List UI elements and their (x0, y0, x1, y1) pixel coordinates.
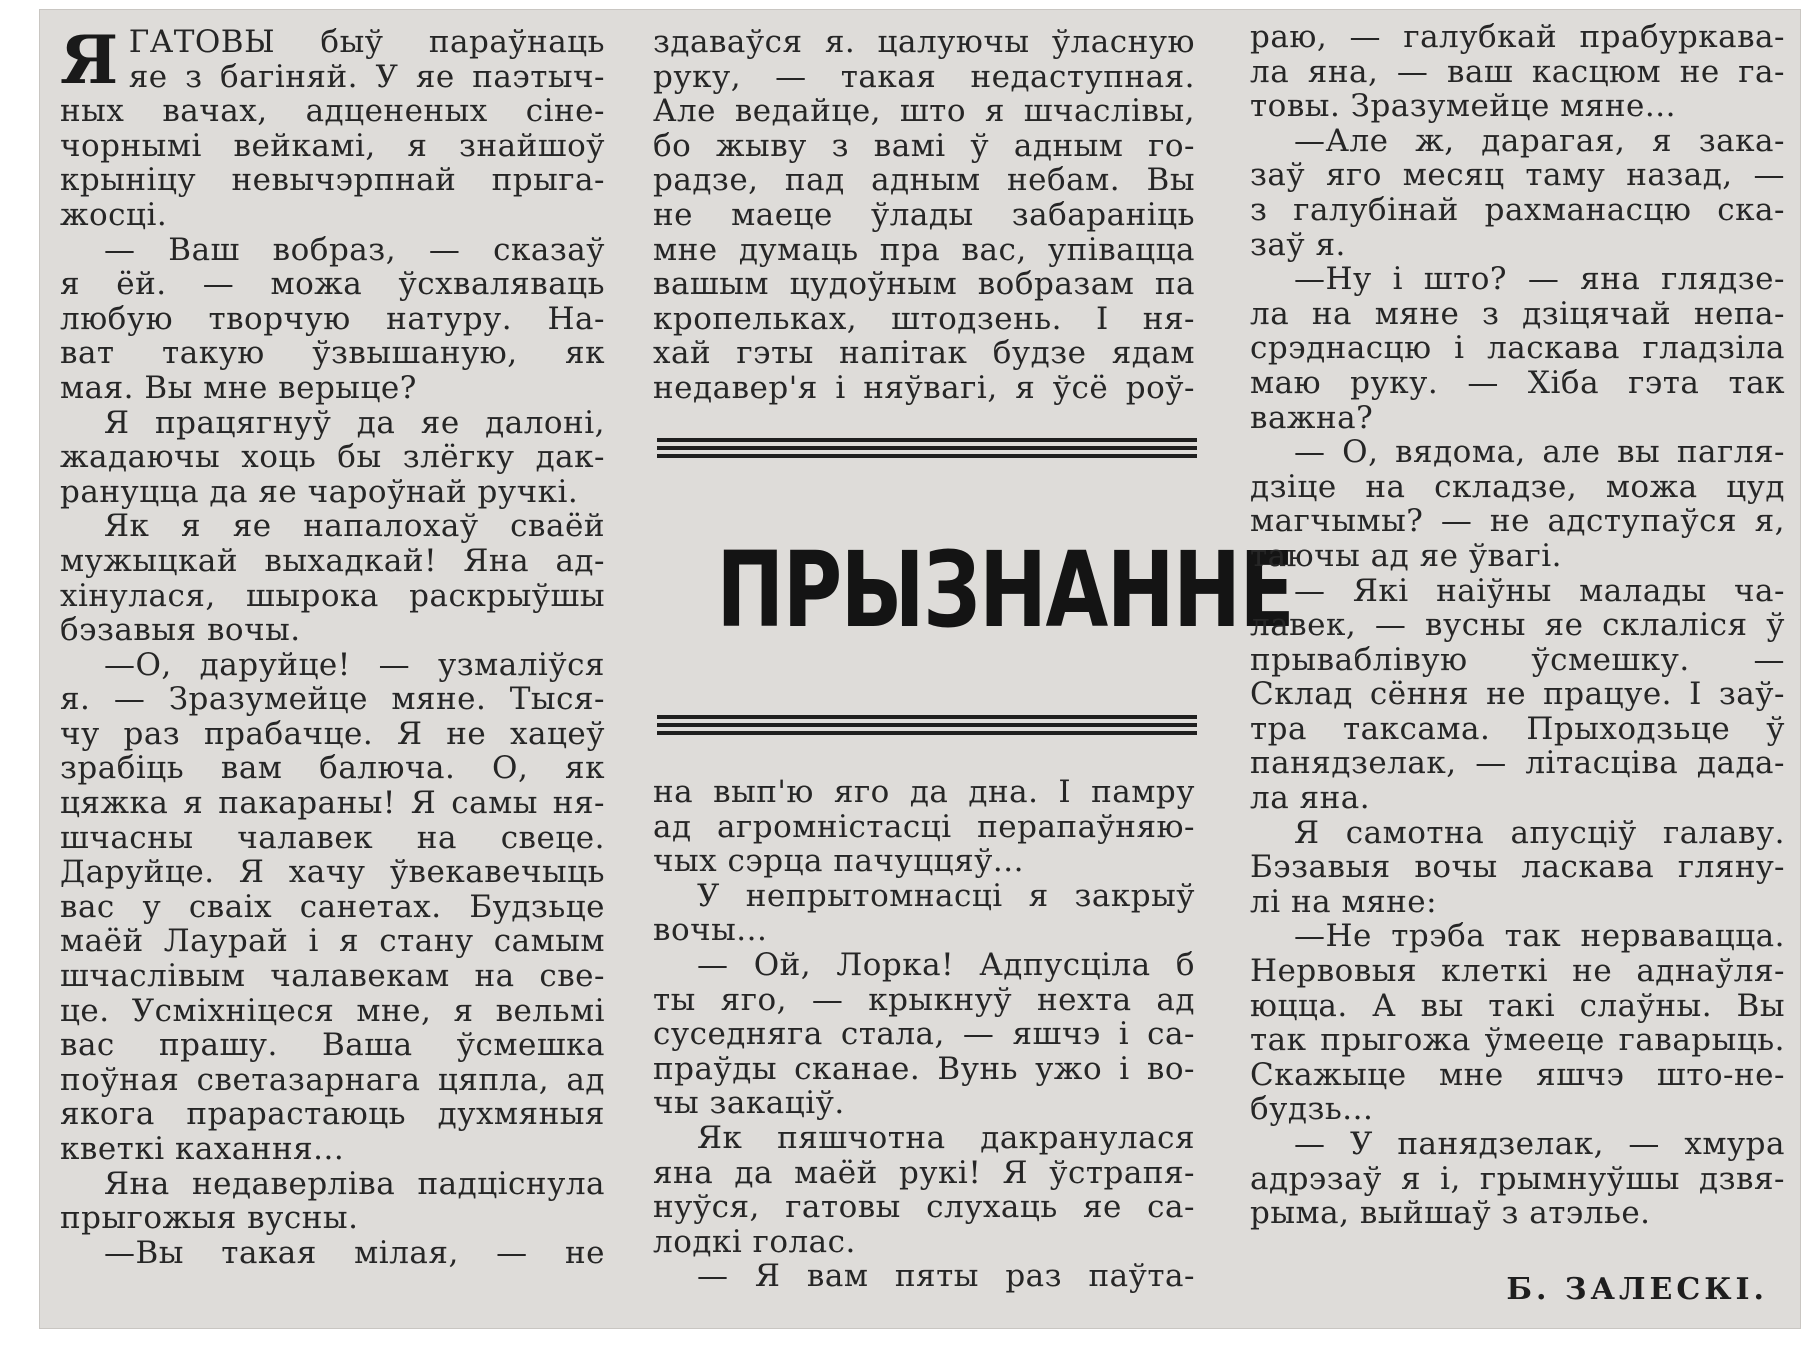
text-line: чорнымі вейкамі, я знайшоў (60, 128, 605, 164)
text-line: ад агромністасці перапаўняю- (653, 809, 1195, 845)
text-line: чу раз прабачце. Я не хацеў (60, 716, 605, 752)
text-line: не маеце ўлады забараніць (653, 197, 1195, 233)
text-line: шчаслівым чалавекам на све- (60, 959, 605, 994)
text-line: —Вы такая мілая, — не (104, 1235, 605, 1271)
text-line: поўная светазарнага цяпла, ад (60, 1062, 605, 1098)
text-line: чы закаціў. (653, 1086, 845, 1121)
text-line: мая. Вы мне верыце? (60, 370, 417, 406)
text-line: тра таксама. Прыходзьце ў (1250, 711, 1785, 747)
text-line: я ёй. — можа ўсхваляваць (60, 267, 605, 302)
headline-rule-bottom (657, 715, 1197, 739)
text-line: суседняга стала, — яшчэ і са- (653, 1017, 1195, 1052)
text-line: я. — Зразумейце мяне. Тыся- (60, 682, 605, 717)
text-line: юцца. А вы такі слаўны. Вы (1250, 988, 1785, 1024)
text-line: праўды сканае. Вунь ужо і во- (653, 1051, 1195, 1087)
text-line: лі на мяне: (1250, 884, 1438, 920)
text-line: мужыцкай выхадкай! Яна ад- (60, 543, 605, 579)
text-line: рыма, выйшаў з атэлье. (1250, 1196, 1651, 1231)
text-line: заў я. (1250, 227, 1346, 263)
text-line: товы. Зразумейце мяне... (1250, 89, 1676, 124)
text-line: кветкі кахання... (60, 1132, 345, 1167)
text-line: —Ну і што? — яна глядзе- (1294, 262, 1785, 297)
author-signature: Б. ЗАЛЕСКІ. (1506, 1272, 1768, 1307)
text-line: цяжка я пакараны! Я самы ня- (60, 786, 605, 821)
text-line: раю, — галубкай прабуркава- (1250, 20, 1785, 55)
text-line: срэднасцю і ласкава гладзіла (1250, 331, 1785, 366)
text-line: Як я яе напалохаў сваёй (104, 509, 605, 544)
text-line: маёй Лаурай і я стану самым (60, 924, 605, 960)
text-line: Нервовыя клеткі не аднаўля- (1250, 954, 1785, 989)
text-line: радзе, пад адным небам. Вы (653, 163, 1195, 198)
text-line: лавек, — вусны яе склаліся ў (1250, 608, 1785, 643)
text-line: лодкі голас. (653, 1224, 856, 1260)
text-line: магчымы? — не адступаўся я, (1250, 504, 1785, 539)
text-line: маю руку. — Хіба гэта так (1250, 365, 1785, 401)
text-line: якога прарастаюць духмяныя (60, 1097, 605, 1132)
text-line: чых сэрца пачуццяў... (653, 844, 1024, 879)
text-line: Я працягнуў да яе далоні, (104, 405, 605, 441)
text-line: Я самотна апусціў галаву. (1294, 815, 1785, 851)
text-line: яна да маёй рукі! Я ўстрапя- (653, 1155, 1195, 1191)
text-line: мне думаць пра вас, упівацца (653, 232, 1195, 268)
text-line: — О, вядома, але вы пагля- (1294, 435, 1785, 470)
text-line: бэзавыя вочы. (60, 613, 301, 648)
text-line: — У панядзелак, — хмура (1294, 1127, 1785, 1162)
text-line: прыгожыя вусны. (60, 1201, 359, 1236)
text-line: бо жыву з вамі ў адным го- (653, 128, 1195, 164)
column-1 (60, 21, 605, 1271)
text-line: шчасны чалавек на свеце. (60, 820, 605, 856)
text-line: — Ваш вобраз, — сказаў (104, 232, 605, 268)
text-line: важна? (1250, 400, 1374, 436)
text-line: з галубінай рахманасцю ска- (1250, 192, 1785, 228)
text-line: недавер'я і няўвагі, я ўсё роў- (653, 370, 1195, 406)
text-line: на вып'ю яго да дна. І памру (653, 775, 1195, 810)
text-line: ват такую ўзвышаную, як (60, 336, 605, 371)
text-line: нуўся, гатовы слухаць яе са- (653, 1190, 1195, 1225)
column-2-bottom (653, 775, 1195, 1294)
text-line: —Не трэба так нервавацца. (1294, 919, 1785, 955)
column-3 (1250, 20, 1785, 1231)
text-line: руку, — такая недаступная. (653, 59, 1195, 95)
text-line: адрэзаў я і, грымнуўшы дзвя- (1250, 1161, 1785, 1197)
text-line: ты яго, — крыкнуў нехта ад (653, 982, 1195, 1018)
text-line: зрабіць вам балюча. О, як (60, 751, 605, 787)
text-line: вочы... (653, 913, 768, 948)
article-title: ПРЫЗНАННЕ (716, 529, 1294, 651)
text-line: хай гэты напітак будзе ядам (653, 336, 1195, 371)
text-line: — Які наіўны малады ча- (1294, 573, 1785, 609)
text-line: — Я вам пяты раз паўта- (697, 1259, 1195, 1294)
text-line: будзь... (1250, 1092, 1374, 1127)
text-line: таючы ад яе ўвагі. (1250, 538, 1563, 574)
text-line: прываблівую ўсмешку. — (1250, 642, 1785, 678)
text-line: Даруйце. Я хачу ўвекавечыць (60, 855, 605, 890)
text-line: дзіце на складзе, можа цуд (1250, 469, 1785, 505)
text-line: Яна недаверліва падціснула (104, 1166, 605, 1202)
text-line: Як пяшчотна дакранулася (697, 1120, 1195, 1156)
text-line: ла на мяне з дзіцячай непа- (1250, 296, 1785, 332)
text-line: Склад сёння не працуе. І заў- (1250, 677, 1785, 712)
text-line: —О, даруйце! — узмаліўся (104, 647, 605, 683)
text-line: заў яго месяц таму назад, — (1250, 158, 1785, 193)
text-line: вас прашу. Ваша ўсмешка (60, 1028, 605, 1063)
text-line: — Ой, Лорка! Адпусціла б (697, 947, 1195, 983)
text-line: жосці. (60, 197, 168, 233)
text-line: панядзелак, — літасціва дада- (1250, 746, 1785, 782)
text-line: У непрытомнасці я закрыў (697, 878, 1195, 914)
newspaper-clipping (40, 10, 1800, 1328)
text-line: вашым цудоўным вобразам па (653, 267, 1195, 302)
column-2-top (653, 25, 1195, 406)
text-line: Бэзавыя вочы ласкава глянy- (1250, 850, 1785, 885)
text-line: так прыгожа ўмееце гаварыць. (1250, 1023, 1785, 1058)
text-line: ГАТОВЫ быў параўнаць (128, 25, 605, 60)
text-line: вас у сваіх санетах. Будзьце (60, 889, 605, 925)
text-line: кропельках, штодзень. І ня- (653, 301, 1195, 337)
text-line: —Але ж, дарагая, я зака- (1294, 123, 1785, 159)
text-line: Але ведайце, што я шчаслівы, (653, 94, 1195, 129)
text-line: яе з багіняй. У яе паэтыч- (128, 59, 605, 95)
text-line: ных вачах, адцененых сіне- (60, 94, 605, 129)
text-line: крыніцу невычэрпнай прыга- (60, 163, 605, 198)
text-line: рануцца да яе чароўнай ручкі. (60, 474, 579, 510)
text-line: здаваўся я. цалуючы ўласную (653, 25, 1195, 60)
text-line: хінулася, шырока раскрыўшы (60, 578, 605, 614)
text-line: це. Усміхніцеся мне, я вельмі (60, 993, 605, 1029)
text-line: любую творчую натуру. На- (60, 301, 605, 337)
headline-rule-top (657, 438, 1197, 462)
drop-cap: Я (60, 21, 119, 99)
text-line: ла яна, — ваш касцюм не га- (1250, 54, 1785, 90)
text-line: ла яна. (1250, 781, 1371, 816)
text-line: Скажыце мне яшчэ што-не- (1250, 1057, 1785, 1093)
text-line: жадаючы хоць бы злёгку дак- (60, 440, 605, 475)
